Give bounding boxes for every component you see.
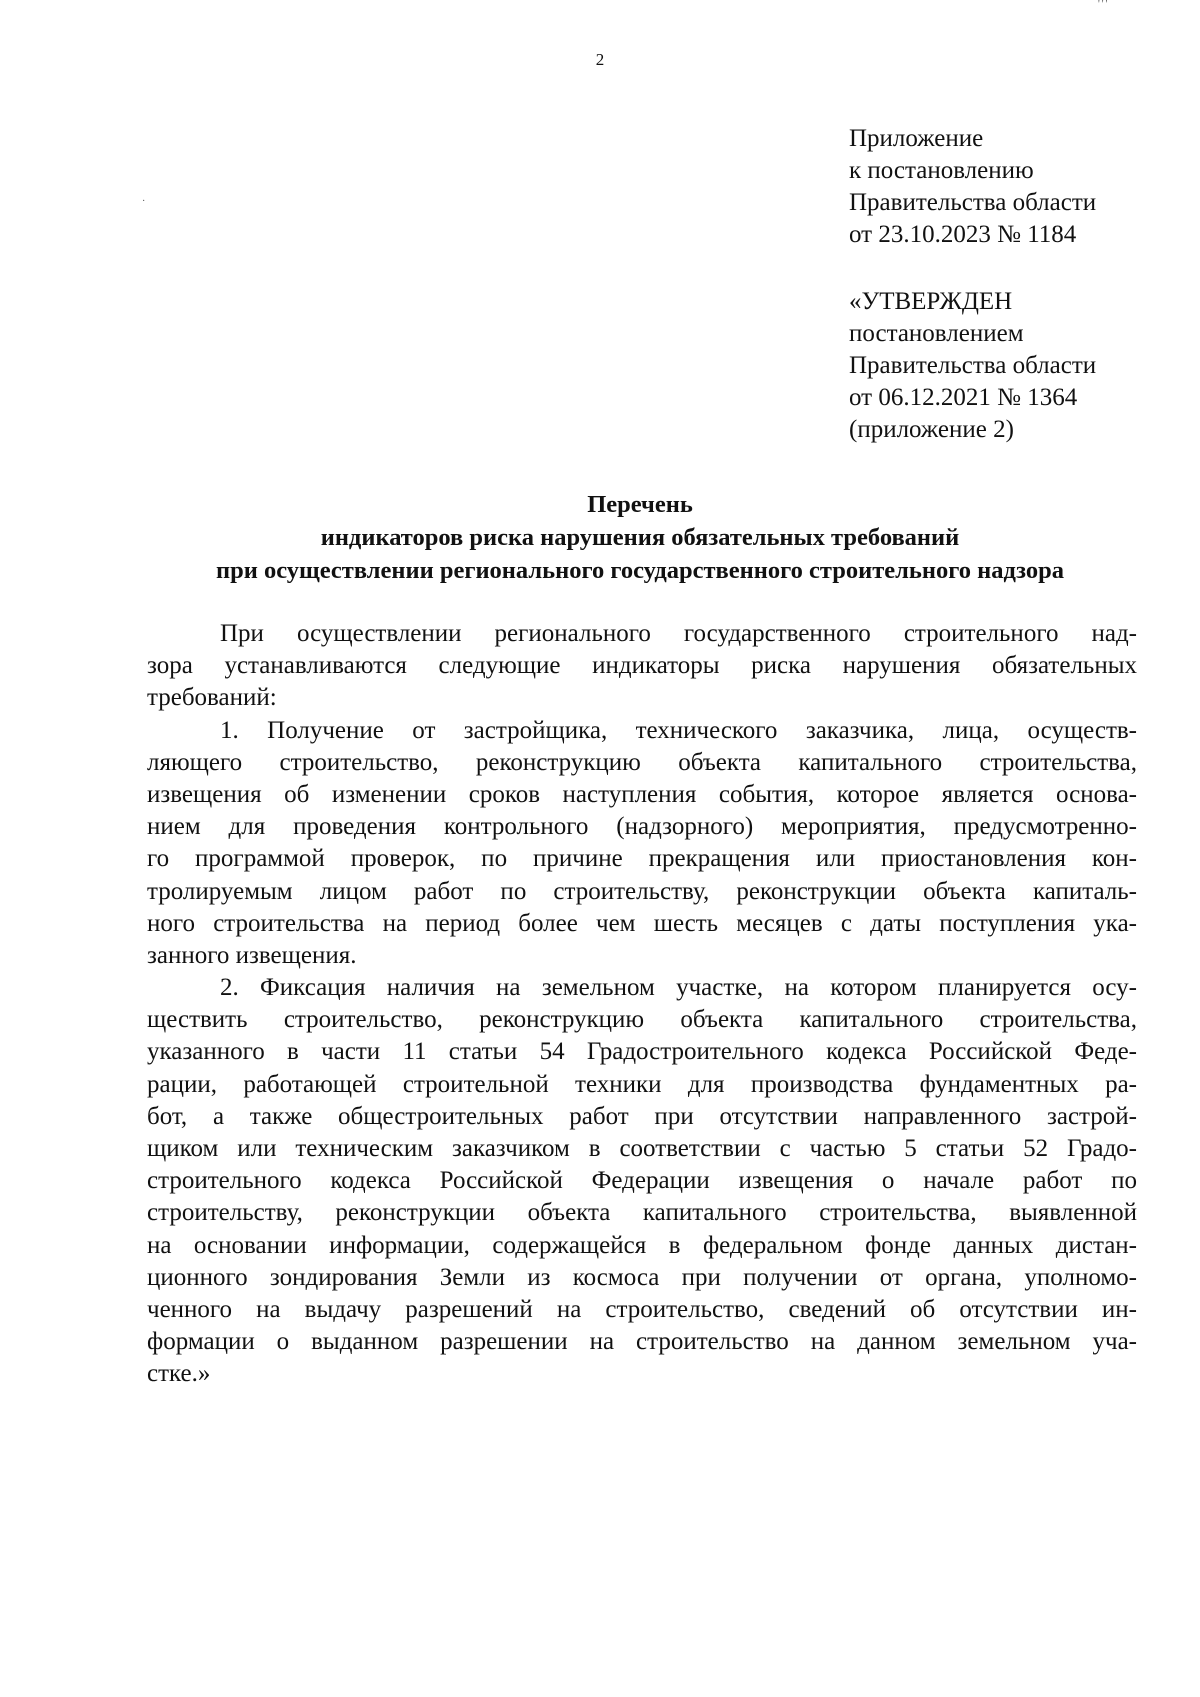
approved-line: Правительства области: [849, 352, 1097, 379]
text-line: строительного кодекса Российской Федерации извещения о начале работ по: [147, 1167, 1137, 1195]
attachment-block: [849, 123, 1096, 251]
text-line: извещения об изменении сроков наступления события, которое является основа-: [147, 780, 1137, 808]
text-line: зора устанавливаются следующие индикаторы риска нарушения обязательных: [147, 652, 1137, 680]
approved-line: (приложение 2): [849, 416, 1014, 443]
scan-speck: ''': [1098, 0, 1110, 10]
text-line: формации о выданном разрешении на строительство на данном земельном уча-: [147, 1328, 1137, 1356]
document-title: [140, 488, 1140, 587]
title-line: при осуществлении регионального государственного строительного надзора: [216, 557, 1064, 584]
text-line: занного извещения.: [147, 941, 357, 969]
item-1-paragraph: [147, 715, 1137, 973]
text-line: нием для проведения контрольного (надзорного) мероприятия, предусмотренно-: [147, 813, 1137, 841]
page-number: 2: [595, 50, 605, 69]
scan-speck: ·: [142, 196, 146, 207]
approved-line: постановлением: [849, 320, 1024, 347]
text-line: указанного в части 11 статьи 54 Градостроительного кодекса Российской Феде-: [147, 1038, 1137, 1066]
attachment-line: от 23.10.2023 № 1184: [849, 221, 1077, 248]
text-line: 1. Получение от застройщика, технического заказчика, лица, осуществ-: [220, 716, 1137, 744]
text-line: строительству, реконструкции объекта капитального строительства, выявленной: [147, 1199, 1137, 1227]
title-line: Перечень: [587, 491, 693, 518]
text-line: го программой проверок, по причине прекращения или приостановления кон-: [147, 845, 1137, 873]
text-line: бот, а также общестроительных работ при отсутствии направленного застрой-: [147, 1102, 1137, 1130]
approved-line: от 06.12.2021 № 1364: [849, 384, 1078, 411]
text-line: рации, работающей строительной техники для производства фундаментных ра-: [147, 1070, 1137, 1098]
text-line: 2. Фиксация наличия на земельном участке, на котором планируется осу-: [220, 974, 1137, 1002]
text-line: ченного на выдачу разрешений на строительство, сведений об отсутствии ин-: [147, 1295, 1137, 1323]
attachment-line: Правительства области: [849, 189, 1097, 216]
text-line: При осуществлении регионального государственного строительного над-: [220, 620, 1137, 647]
attachment-line: к постановлению: [849, 157, 1034, 184]
item-2-paragraph: [147, 972, 1137, 1390]
intro-paragraph: [147, 618, 1137, 715]
text-line: тролируемым лицом работ по строительству, реконструкции объекта капиталь-: [147, 877, 1137, 905]
text-line: ного строительства на период более чем шесть месяцев с даты поступления ука-: [147, 909, 1137, 937]
title-line: индикаторов риска нарушения обязательных требований: [320, 524, 960, 551]
text-line: стке.»: [147, 1360, 211, 1388]
text-line: ществить строительство, реконструкцию объекта капитального строительства,: [147, 1006, 1137, 1034]
text-line: на основании информации, содержащейся в федеральном фонде данных дистан-: [147, 1231, 1137, 1259]
text-line: ционного зондирования Земли из космоса при получении от органа, уполномо-: [147, 1263, 1137, 1291]
attachment-line: Приложение: [849, 125, 984, 152]
document-body: [147, 618, 1137, 1391]
text-line: ляющего строительство, реконструкцию объекта капитального строительства,: [147, 748, 1137, 776]
text-line: требований:: [147, 684, 277, 712]
approved-block: [849, 286, 1096, 446]
text-line: щиком или техническим заказчиком в соответствии с частью 5 статьи 52 Градо-: [147, 1135, 1137, 1162]
approved-line: «УТВЕРЖДЕН: [849, 288, 1013, 315]
